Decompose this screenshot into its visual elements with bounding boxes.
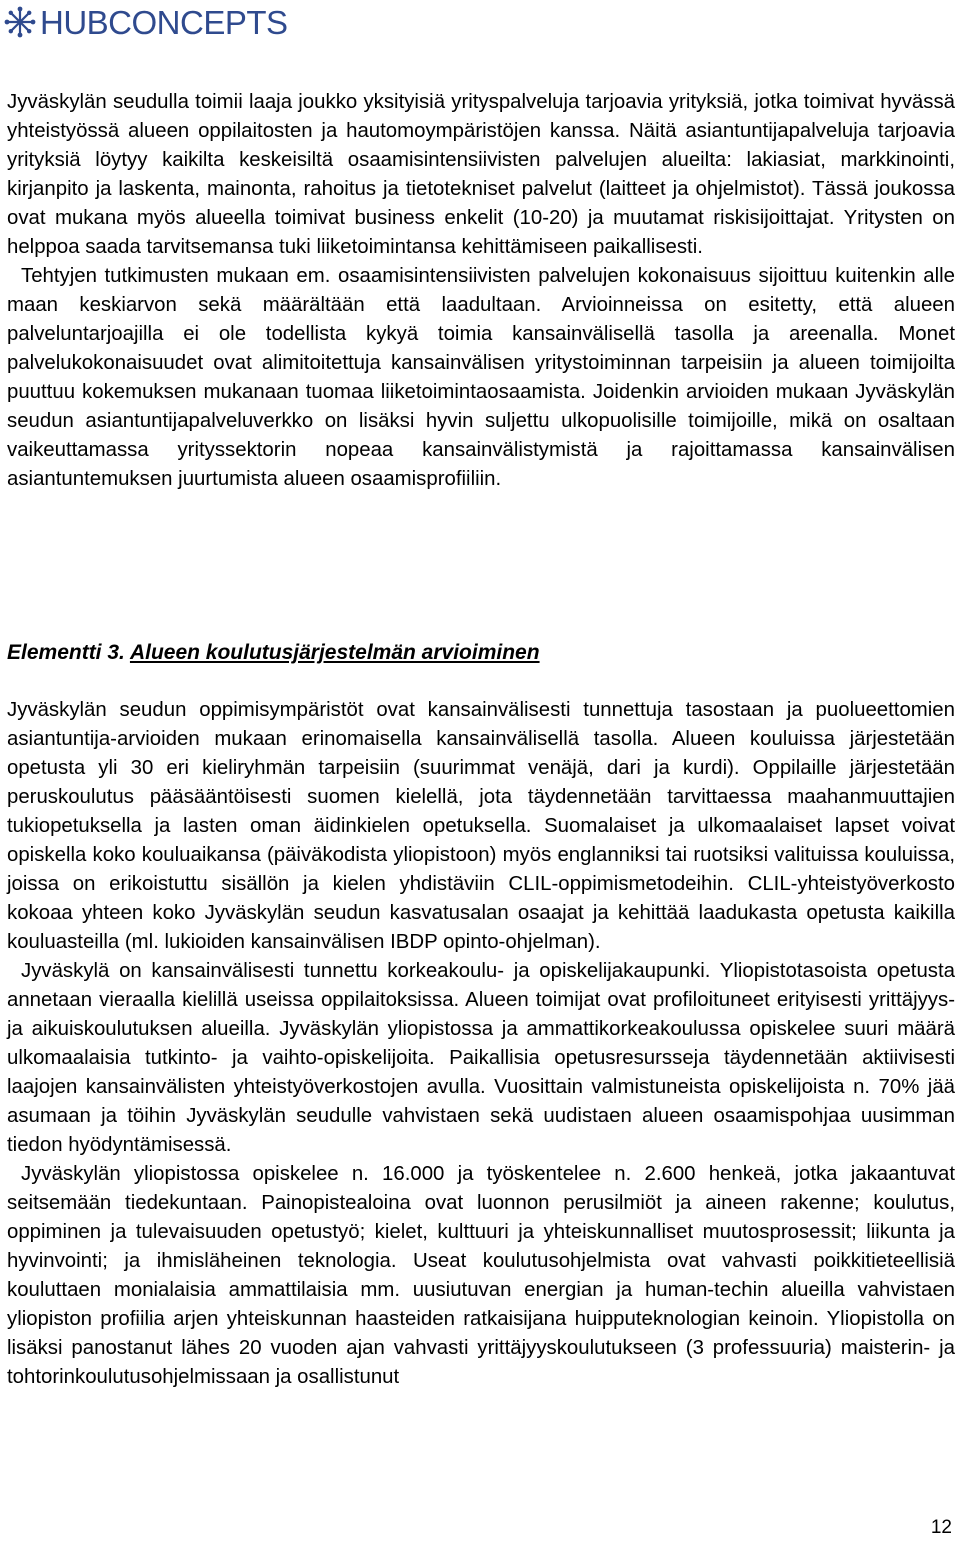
paragraph: Jyväskylän seudun oppimisympäristöt ovat kansainvälisesti tunnettuja tasostaan ja puolueettomien asiantuntija-arvioiden mukaan erinomaisella kansainvälisellä tasolla. Alueen kouluissa järjestetään opetusta yli 30 eri kieliryhmän tarpeisiin (suurimmat venäjä, dari ja kurdi). Oppilaille järjestetään peruskoulutus pääsääntöisesti suomen kielellä, jota täydennetään tarvittaessa maahanmuuttajien tukiopetuksella ja lasten oman äidinkielen opetuksella. Suomalaiset ja ulkomaalaiset lapset voivat opiskella koko kouluaikansa (päiväkodista yliopistoon) myös englanniksi tai ruotsiksi valituissa kouluissa, joissa on erikoistuttu sisällön ja kielen yhdistäviin CLIL-oppimismetodeihin. CLIL-yhteistyöverkosto kokoaa yhteen koko Jyväskylän seudun kasvatusalan osaajat ja kehittää laadukasta opetusta kaikilla kouluasteilla (ml. lukioiden kansainvälisen IBDP opinto-ohjelman). [7, 699, 955, 953]
section-education-system [7, 696, 955, 1392]
heading-prefix: Elementti 3. [7, 641, 125, 664]
hubconcepts-star-icon [4, 6, 36, 38]
heading-title: Alueen koulutusjärjestelmän arvioiminen [129, 641, 540, 664]
paragraph: Jyväskylä on kansainvälisesti tunnettu korkeakoulu- ja opiskelijakaupunki. Yliopistotasoista opetusta annetaan vieraalla kielillä useissa oppilaitoksissa. Alueen toimijat ovat profiloituneet erityisesti yrittäjyys- ja aikuiskoulutuksen alueilla. Jyväskylän yliopistossa ja ammattikorkeakoulussa opiskelee suuri määrä ulkomaalaisia tutkinto- ja vaihto-opiskelijoita. Paikallisia opetusresursseja täydennetään aktiivisesti laajojen kansainvälisten yhteistyöverkostojen avulla. Vuosittain valmistuneista opiskelijoista n. 70% jää asumaan ja töihin Jyväskylän seudulle vahvistaen sekä uudistaen alueen osaamispohjaa uusimman tiedon hyödyntämisessä. [7, 960, 955, 1156]
logo-wordmark: HUBCONCEPTS [40, 3, 288, 41]
paragraph: Jyväskylän yliopistossa opiskelee n. 16.000 ja työskentelee n. 2.600 henkeä, jotka jakaantuvat seitsemään tiedekuntaan. Painopistealoina ovat luonnon perusilmiöt ja aineen rakenne; koulutus, oppiminen ja tulevaisuuden opetustyö; kielet, kulttuuri ja yhteiskunnalliset muutosprosessit; liikunta ja hyvinvointi; ja ihmisläheinen teknologia. Useat koulutusohjelmista ovat vahvasti poikkitieteellisiä kouluttaen monialaisia ammattilaisia mm. uusiutuvan energian ja human-techin alueilla vahvistaen yliopiston profiilia arjen yhteiskunnan haasteiden ratkaisijana huipputeknologian keinoin. Yliopistolla on lisäksi panostanut lähes 20 vuoden ajan vahvasti yrittäjyyskoulutukseen (3 professuuria) maisterin- ja tohtorinkoulutusohjelmissaan ja osallistunut [7, 1163, 955, 1388]
section-business-services [7, 88, 955, 494]
paragraph: Tehtyjen tutkimusten mukaan em. osaamisintensiivisten palvelujen kokonaisuus sijoittuu kuitenkin alle maan keskiarvon sekä määrältään että laadultaan. Arvioinneissa on esitetty, että alueen palveluntarjoajilla ei ole todellista kykyä toimia kansainvälisellä tasolla ja areenalla. Monet palvelukokonaisuudet ovat alimitoitettuja kansainvälisen yritystoiminnan tarpeisiin ja alueen toimijoilta puuttuu kokemuksen mukanaan tuomaa liiketoimintaosaamista. Joidenkin arvioiden mukaan Jyväskylän seudun asiantuntijapalveluverkko on lisäksi hyvin suljettu ulkopuolisille toimijoille, mikä on osaltaan vaikeuttamassa yrityssektorin nopeaa kansainvälistymistä ja rajoittamassa kansainvälisen asiantuntemuksen juurtumista alueen osaamisprofiiliin. [7, 265, 955, 490]
section-heading [7, 638, 540, 667]
paragraph: Jyväskylän seudulla toimii laaja joukko yksityisiä yrityspalveluja tarjoavia yrityksiä, jotka toimivat hyvässä yhteistyössä alueen oppilaitosten ja hautomoympäristöjen kanssa. Näitä asiantuntijapalveluja tarjoavia yrityksiä löytyy kaikilta keskeisiltä osaamisintensiivisten palvelujen alueilta: lakiasiat, markkinointi, kirjanpito ja laskenta, mainonta, rahoitus ja tietotekniset palvelut (laitteet ja ohjelmistot). Tässä joukossa ovat mukana myös alueella toimivat business enkelit (10-20) ja muutamat riskisijoittajat. Yritysten on helppoa saada tarvitsemansa tuki liiketoimintansa kehittämiseen paikallisesti. [7, 91, 955, 258]
page-number: 12 [930, 1517, 952, 1538]
hubconcepts-logo [4, 2, 288, 42]
